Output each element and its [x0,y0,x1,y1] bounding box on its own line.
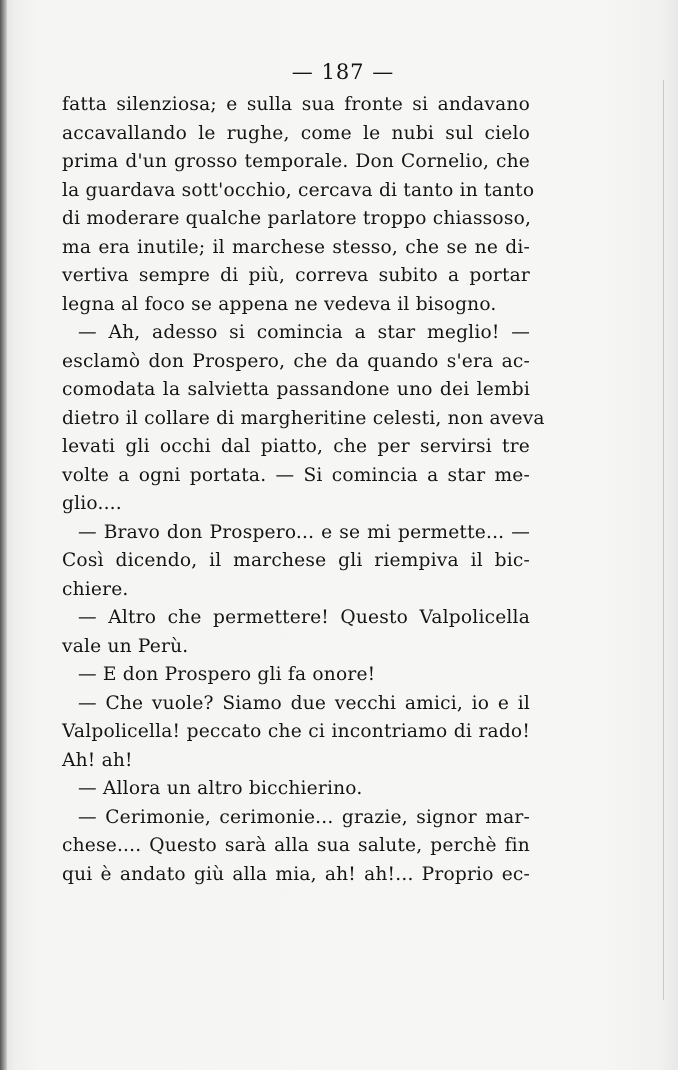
text-line: esclamò don Prospero, che da quando s'era ac- [62,350,530,372]
text-line: Ah! ah! [62,749,133,771]
text-line: prima d'un grosso temporale. Don Cornelio, che [62,151,530,172]
text-line: accavallando le rughe, come le nubi sul cielo [62,122,530,144]
text-line: dietro il collare di margheritine celesti, non aveva [62,407,545,429]
text-line: — Bravo don Prospero... e se mi permette... — [78,521,530,543]
text-line: — Altro che permettere! Questo Valpolicella [78,607,530,628]
text-line: vertiva sempre di più, correva subito a portar [62,265,530,286]
text-line: — Cerimonie, cerimonie... grazie, signor mar- [78,806,530,828]
text-line: Valpolicella! peccato che ci incontriamo di rado! [62,721,530,742]
text-line: Così dicendo, il marchese gli riempiva il bic- [62,550,530,571]
text-line: volte a ogni portata. — Si comincia a star me- [62,464,530,486]
text-line: chiere. [62,578,129,600]
page-body-text [62,91,545,889]
text-line: levati gli occhi dal piatto, che per servirsi tre [62,436,530,457]
text-line: la guardava sott'occhio, cercava di tanto in tanto [62,179,535,201]
book-spine-shadow [0,0,7,1070]
text-line: — Che vuole? Siamo due vecchi amici, io e il [78,692,530,714]
text-line: legna al foco se appena ne vedeva il bisogno. [62,293,497,315]
page-number-header: — 187 — [291,60,395,84]
text-line: comodata la salvietta passandone uno dei lembi [62,379,530,400]
page-edge-line [663,80,664,1000]
text-line: glio.... [62,493,122,514]
text-line: fatta silenziosa; e sulla sua fronte si andavano [62,94,530,115]
text-line: vale un Perù. [62,635,189,657]
text-line: chese.... Questo sarà alla sua salute, perchè fin [62,835,530,856]
text-line: qui è andato giù alla mia, ah! ah!... Proprio ec- [62,863,530,885]
text-line: — Ah, adesso si comincia a star meglio! — [78,322,530,343]
text-line: — Allora un altro bicchierino. [78,778,363,799]
text-line: ma era inutile; il marchese stesso, che se ne di- [62,236,530,258]
text-line: di moderare qualche parlatore troppo chiassoso, [62,208,532,229]
text-line: — E don Prospero gli fa onore! [78,664,376,685]
